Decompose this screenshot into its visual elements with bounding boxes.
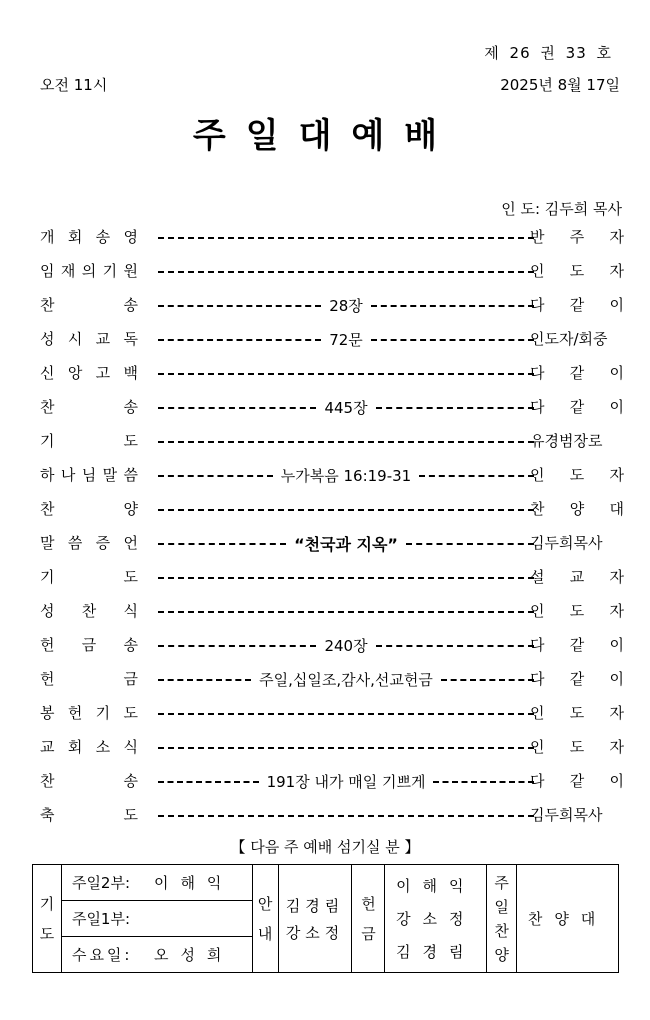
order-responsible-char: 찬: [530, 500, 545, 518]
order-label-char: 재: [60, 262, 76, 280]
order-responsible: [530, 770, 624, 791]
service3-label: 수요일:: [71, 946, 133, 964]
order-label-char: 도: [123, 568, 138, 586]
dash-leader: [158, 407, 316, 409]
order-responsible-char: 같: [569, 636, 585, 654]
order-middle: [158, 396, 534, 418]
vertical-label-char: 기: [39, 894, 55, 913]
service3-cell: [61, 937, 252, 973]
order-responsible-char: 도: [569, 704, 585, 722]
order-label-char: 도: [123, 432, 138, 450]
order-label-char: 송: [123, 398, 138, 416]
order-label: [40, 634, 138, 655]
order-responsible-char: 이: [609, 296, 624, 314]
order-responsible-char: 같: [569, 772, 585, 790]
order-row: [40, 260, 624, 282]
dash-leader: [158, 679, 251, 681]
order-middle-text: 주일,십일조,감사,선교헌금: [259, 670, 433, 689]
order-label-char: 백: [123, 364, 138, 382]
order-label-char: 님: [81, 466, 97, 484]
order-middle: [158, 362, 534, 384]
order-middle: [158, 668, 534, 690]
order-responsible-char: 자: [609, 738, 624, 756]
order-label-char: 기: [95, 704, 111, 722]
dash-leader: [376, 645, 534, 647]
order-row: [40, 804, 624, 826]
order-label-char: 성: [40, 330, 55, 348]
order-row: [40, 600, 624, 622]
offering-name-1: 이해익: [396, 877, 476, 895]
order-responsible-char: 자: [609, 466, 624, 484]
order-label-char: 교: [40, 738, 55, 756]
order-responsible-text: 김두희목사: [530, 534, 603, 552]
order-label: [40, 260, 138, 281]
order-label: [40, 226, 138, 247]
order-middle-text: 28장: [329, 296, 363, 315]
order-responsible: [530, 668, 624, 689]
order-label-char: 찬: [40, 772, 55, 790]
order-label-char: 헌: [40, 670, 55, 688]
order-label-char: 시: [67, 330, 83, 348]
order-label: [40, 498, 138, 519]
order-responsible: [530, 600, 624, 621]
order-row: [40, 668, 624, 690]
order-middle: [158, 804, 534, 826]
order-responsible-char: 다: [530, 670, 545, 688]
order-label: [40, 668, 138, 689]
prayer-label: [33, 865, 62, 973]
order-label-char: 앙: [67, 364, 83, 382]
order-label-char: 소: [95, 738, 111, 756]
next-week-title: 【 다음 주 예배 섬기실 분 】: [230, 838, 420, 856]
order-row: [40, 328, 624, 350]
order-row: [40, 362, 624, 384]
order-label-char: 양: [123, 500, 138, 518]
order-label-char: 원: [123, 262, 138, 280]
order-responsible: [530, 566, 624, 587]
order-responsible-char: 자: [609, 262, 624, 280]
offering-names: [385, 865, 487, 973]
order-label-char: 봉: [40, 704, 55, 722]
order-middle: [158, 566, 534, 588]
order-middle-text: 누가복음 16:19-31: [280, 466, 412, 485]
order-label-char: 씀: [67, 534, 83, 552]
order-label-char: 헌: [67, 704, 83, 722]
praise-label: [487, 865, 517, 973]
dash-leader: [158, 475, 273, 477]
order-responsible-char: 자: [609, 568, 624, 586]
order-row: [40, 464, 624, 486]
order-middle: [158, 634, 534, 656]
offering-name-2: 강소정: [396, 910, 476, 928]
order-label-char: 말: [102, 466, 118, 484]
order-responsible: [530, 362, 624, 383]
order-middle: [158, 226, 534, 248]
order-responsible-char: 다: [530, 364, 545, 382]
order-label-char: 헌: [40, 636, 55, 654]
order-responsible-char: 도: [569, 738, 585, 756]
service-date: 2025년 8월 17일: [500, 76, 620, 94]
order-row: [40, 226, 624, 248]
order-label-char: 식: [123, 738, 138, 756]
order-responsible: [530, 464, 624, 485]
dash-leader: [441, 679, 534, 681]
order-label-char: 회: [67, 738, 83, 756]
order-label: [40, 736, 138, 757]
order-responsible-char: 도: [569, 602, 585, 620]
guide-name-1: 김경림: [285, 896, 345, 915]
order-responsible-char: 같: [569, 670, 585, 688]
order-row: [40, 396, 624, 418]
dash-leader: [158, 543, 286, 545]
guide-label: [252, 865, 278, 973]
order-responsible: [530, 260, 624, 281]
order-label-char: 금: [81, 636, 97, 654]
order-label-char: 송: [95, 228, 111, 246]
order-label-char: 기: [40, 568, 55, 586]
order-label-char: 언: [123, 534, 138, 552]
order-label-char: 증: [95, 534, 111, 552]
dash-leader: [371, 305, 534, 307]
order-label-char: 성: [40, 602, 55, 620]
offering-name-3: 김경림: [396, 943, 476, 961]
order-responsible: [530, 226, 624, 247]
dash-leader: [158, 373, 534, 375]
dash-leader: [158, 509, 534, 511]
order-label-char: 개: [40, 228, 55, 246]
order-middle: [158, 736, 534, 758]
order-responsible-char: 도: [569, 466, 585, 484]
order-label: [40, 294, 138, 315]
order-label-char: 도: [123, 806, 138, 824]
order-responsible-char: 이: [609, 398, 624, 416]
order-responsible-char: 이: [609, 364, 624, 382]
order-label: [40, 804, 138, 825]
order-label: [40, 770, 138, 791]
order-label-char: 기: [40, 432, 55, 450]
order-responsible-text: 인도자/회중: [530, 330, 608, 348]
order-responsible-char: 인: [530, 602, 545, 620]
order-responsible-text: 김두희목사: [530, 806, 603, 824]
order-responsible-char: 주: [569, 228, 585, 246]
order-responsible-char: 같: [569, 296, 585, 314]
order-label-char: 말: [40, 534, 55, 552]
dash-leader: [158, 305, 321, 307]
order-responsible-char: 도: [569, 262, 585, 280]
vertical-label-char: 찬: [494, 921, 509, 940]
service2-cell: [61, 901, 252, 937]
order-responsible-char: 교: [569, 568, 585, 586]
order-middle-text: 191장 내가 매일 기쁘게: [266, 772, 426, 791]
dash-leader: [376, 407, 534, 409]
order-responsible: [530, 634, 624, 655]
vertical-label-char: 헌: [361, 894, 376, 913]
order-responsible: [530, 532, 624, 553]
service1-label: 주일2부:: [71, 874, 131, 892]
praise-name: 찬양대: [517, 865, 619, 973]
next-week-duty-table: [32, 864, 619, 973]
order-label-char: 송: [123, 296, 138, 314]
vertical-label-char: 주: [494, 873, 509, 892]
order-label-char: 회: [67, 228, 83, 246]
order-responsible-char: 인: [530, 466, 545, 484]
service2-label: 주일1부:: [71, 910, 131, 928]
order-middle: [158, 464, 534, 486]
order-label-char: 교: [95, 330, 111, 348]
dash-leader: [158, 713, 534, 715]
dash-leader: [158, 577, 534, 579]
order-row: [40, 532, 624, 554]
volume-number: 제 26 권 33 호: [484, 44, 612, 62]
order-row: [40, 634, 624, 656]
order-responsible-char: 인: [530, 738, 545, 756]
order-responsible-text: 유경범장로: [530, 432, 603, 450]
dash-leader: [158, 815, 534, 817]
order-responsible-char: 자: [609, 602, 624, 620]
service3-name: 오성희: [153, 946, 234, 964]
order-middle: [158, 702, 534, 724]
guide-name-2: 강소정: [285, 923, 345, 942]
order-responsible-char: 다: [530, 636, 545, 654]
vertical-label-char: 내: [257, 924, 273, 943]
order-middle: [158, 260, 534, 282]
order-label-char: 기: [102, 262, 118, 280]
order-responsible-char: 이: [609, 636, 624, 654]
order-middle: [158, 770, 534, 792]
service1-name: 이해익: [153, 874, 234, 892]
order-label-char: 도: [123, 704, 138, 722]
order-label-char: 찬: [81, 602, 97, 620]
order-label: [40, 362, 138, 383]
order-row: [40, 294, 624, 316]
order-label-char: 독: [123, 330, 138, 348]
page-title: 주일대예배: [192, 116, 458, 156]
order-responsible-char: 설: [530, 568, 545, 586]
order-row: [40, 736, 624, 758]
dash-leader: [158, 645, 316, 647]
order-responsible: [530, 294, 624, 315]
order-label: [40, 600, 138, 621]
order-row: [40, 770, 624, 792]
order-row: [40, 498, 624, 520]
order-label: [40, 430, 138, 451]
dash-leader: [158, 237, 534, 239]
order-responsible: [530, 804, 624, 825]
order-responsible-char: 인: [530, 262, 545, 280]
guide-names: [278, 865, 352, 973]
order-responsible-char: 다: [530, 296, 545, 314]
service-time: 오전 11시: [40, 76, 108, 94]
order-responsible-char: 양: [569, 500, 585, 518]
order-label-char: 금: [123, 670, 138, 688]
order-middle: [158, 498, 534, 520]
dash-leader: [158, 339, 321, 341]
vertical-label-char: 금: [361, 924, 376, 943]
order-label-char: 축: [40, 806, 55, 824]
order-middle: [158, 532, 534, 554]
order-label: [40, 396, 138, 417]
order-label-char: 의: [81, 262, 97, 280]
order-responsible-char: 자: [609, 228, 624, 246]
order-middle-text: 72문: [329, 330, 363, 349]
dash-leader: [433, 781, 534, 783]
order-label-char: 임: [40, 262, 55, 280]
service-leader: 인 도: 김두희 목사: [501, 200, 622, 218]
order-label: [40, 702, 138, 723]
dash-leader: [158, 611, 534, 613]
order-middle: [158, 600, 534, 622]
vertical-label-char: 도: [39, 924, 55, 943]
order-label-char: 고: [95, 364, 111, 382]
order-row: [40, 430, 624, 452]
service1-cell: [61, 865, 252, 901]
order-label-char: 나: [60, 466, 76, 484]
order-responsible-char: 같: [569, 398, 585, 416]
order-label-char: 찬: [40, 500, 55, 518]
offering-label: [352, 865, 385, 973]
order-responsible-char: 자: [609, 704, 624, 722]
order-label-char: 하: [40, 466, 55, 484]
order-responsible-char: 인: [530, 704, 545, 722]
order-responsible-char: 다: [530, 772, 545, 790]
order-row: [40, 702, 624, 724]
order-responsible-char: 대: [609, 500, 624, 518]
order-label-char: 찬: [40, 296, 55, 314]
order-responsible-char: 반: [530, 228, 545, 246]
vertical-label-char: 양: [494, 945, 509, 964]
dash-leader: [371, 339, 534, 341]
dash-leader: [158, 271, 534, 273]
order-middle-text: 240장: [324, 636, 368, 655]
dash-leader: [406, 543, 534, 545]
order-label: [40, 532, 138, 553]
dash-leader: [158, 781, 259, 783]
order-label-char: 송: [123, 636, 138, 654]
order-responsible: [530, 396, 624, 417]
order-label-char: 송: [123, 772, 138, 790]
order-responsible: [530, 430, 624, 451]
order-label-char: 신: [40, 364, 55, 382]
order-label-char: 식: [123, 602, 138, 620]
order-label-char: 영: [123, 228, 138, 246]
order-middle-text: 445장: [324, 398, 368, 417]
order-label: [40, 328, 138, 349]
order-responsible: [530, 702, 624, 723]
order-middle: [158, 430, 534, 452]
order-label-char: 씀: [123, 466, 138, 484]
order-label: [40, 566, 138, 587]
order-middle: [158, 294, 534, 316]
order-responsible: [530, 328, 624, 349]
dash-leader: [158, 747, 534, 749]
order-responsible: [530, 736, 624, 757]
order-row: [40, 566, 624, 588]
dash-leader: [158, 441, 534, 443]
order-label: [40, 464, 138, 485]
vertical-label-char: 안: [257, 894, 273, 913]
order-middle-text: “천국과 지옥”: [294, 534, 398, 554]
order-middle: [158, 328, 534, 350]
order-responsible-char: 이: [609, 772, 624, 790]
order-responsible-char: 다: [530, 398, 545, 416]
vertical-label-char: 일: [494, 897, 509, 916]
order-label-char: 찬: [40, 398, 55, 416]
order-responsible-char: 같: [569, 364, 585, 382]
dash-leader: [419, 475, 534, 477]
order-responsible: [530, 498, 624, 519]
order-responsible-char: 이: [609, 670, 624, 688]
